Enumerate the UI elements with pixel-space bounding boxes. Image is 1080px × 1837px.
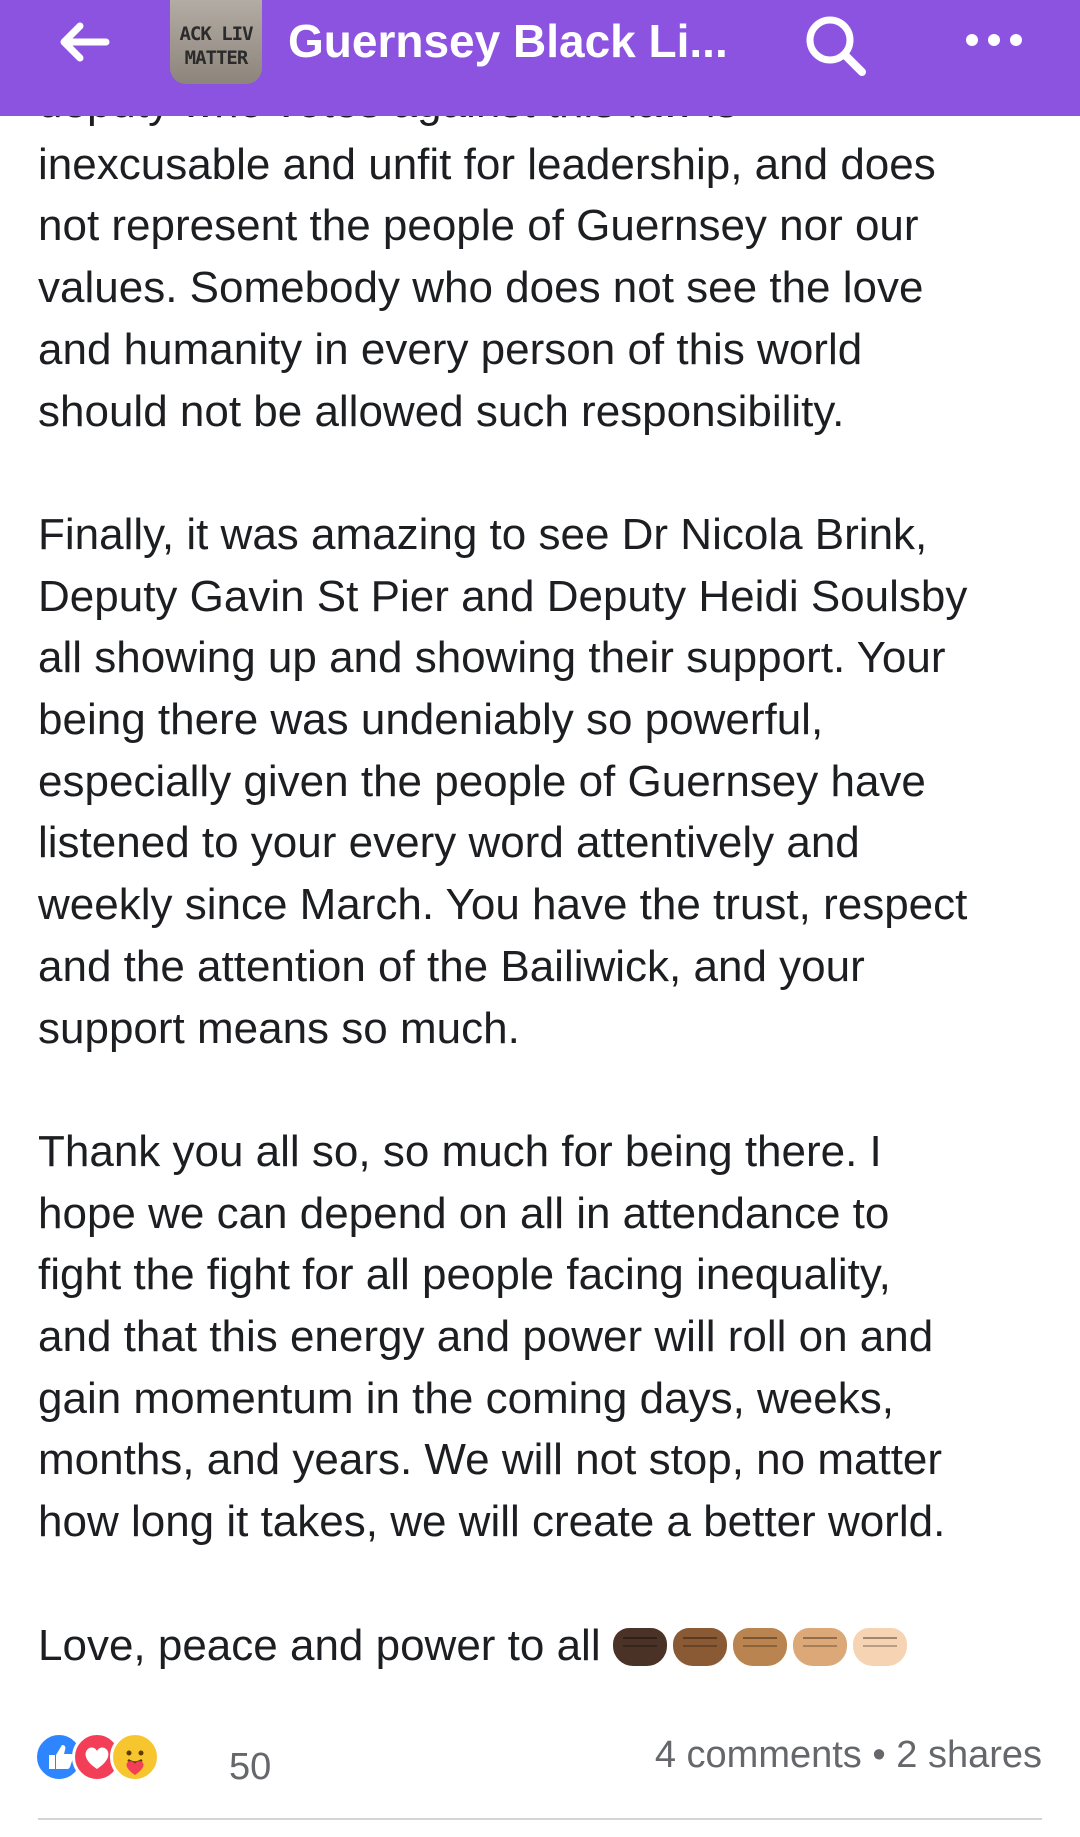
paragraph-3 bbox=[38, 1121, 1058, 1553]
group-avatar[interactable] bbox=[170, 0, 262, 84]
post-body bbox=[38, 72, 1058, 1676]
text-line: being there was undeniably so powerful, bbox=[38, 695, 824, 745]
paragraph-1 bbox=[38, 72, 1058, 442]
more-horizontal-icon bbox=[960, 20, 1032, 60]
text-line: especially given the people of Guernsey have bbox=[38, 756, 926, 806]
closing-line bbox=[38, 1615, 1058, 1677]
group-name[interactable]: Guernsey Black Li... bbox=[288, 15, 728, 67]
divider bbox=[38, 1818, 1042, 1820]
text-line: listened to your every word attentively and bbox=[38, 818, 860, 868]
text-line: fight the fight for all people facing inequality, bbox=[38, 1250, 891, 1300]
text-line: and the attention of the Bailiwick, and your bbox=[38, 941, 865, 991]
raised-fist-dark-icon bbox=[613, 1628, 667, 1666]
reaction-count: 50 bbox=[229, 1746, 272, 1788]
raised-fist-medium-icon bbox=[733, 1628, 787, 1666]
care-reaction-icon bbox=[110, 1732, 160, 1782]
text-line: support means so much. bbox=[38, 1003, 520, 1053]
avatar-text: ACK LIV MATTER bbox=[179, 23, 253, 69]
text-line: Thank you all so, so much for being there. I bbox=[38, 1126, 882, 1176]
raised-fist-medium-light-icon bbox=[793, 1628, 847, 1666]
raised-fist-medium-dark-icon bbox=[673, 1628, 727, 1666]
paragraph-2 bbox=[38, 504, 1058, 1059]
post-footer bbox=[0, 1720, 1080, 1790]
search-button[interactable] bbox=[800, 10, 872, 82]
comments-link[interactable]: 4 comments bbox=[654, 1734, 862, 1776]
arrow-left-icon bbox=[56, 18, 112, 66]
text-line: and humanity in every person of this world bbox=[38, 324, 863, 374]
top-app-bar bbox=[0, 0, 1080, 116]
back-button[interactable] bbox=[56, 18, 112, 66]
text-line: months, and years. We will not stop, no matter bbox=[38, 1435, 943, 1485]
text-line: Finally, it was amazing to see Dr Nicola Brink, bbox=[38, 509, 928, 559]
text-line: should not be allowed such responsibility. bbox=[38, 386, 845, 436]
text-line: Deputy Gavin St Pier and Deputy Heidi Soulsby bbox=[38, 571, 968, 621]
text-line: all showing up and showing their support. Your bbox=[38, 633, 946, 683]
text-line: and that this energy and power will roll on and bbox=[38, 1312, 934, 1362]
text-line: hope we can depend on all in attendance to bbox=[38, 1188, 890, 1238]
engagement-stats bbox=[655, 1734, 1042, 1777]
search-icon bbox=[800, 10, 872, 82]
text-line: not represent the people of Guernsey nor our bbox=[38, 201, 919, 251]
separator-dot: • bbox=[872, 1734, 886, 1776]
raised-fist-light-icon bbox=[853, 1628, 907, 1666]
text-line: how long it takes, we will create a better world. bbox=[38, 1497, 946, 1547]
closing-text: Love, peace and power to all bbox=[38, 1620, 601, 1670]
text-line: inexcusable and unfit for leadership, and does bbox=[38, 139, 936, 189]
shares-link[interactable]: 2 shares bbox=[896, 1734, 1042, 1776]
text-line: weekly since March. You have the trust, respect bbox=[38, 880, 968, 930]
more-options-button[interactable] bbox=[960, 20, 1032, 60]
text-line: gain momentum in the coming days, weeks, bbox=[38, 1373, 894, 1423]
text-line: values. Somebody who does not see the love bbox=[38, 263, 924, 313]
